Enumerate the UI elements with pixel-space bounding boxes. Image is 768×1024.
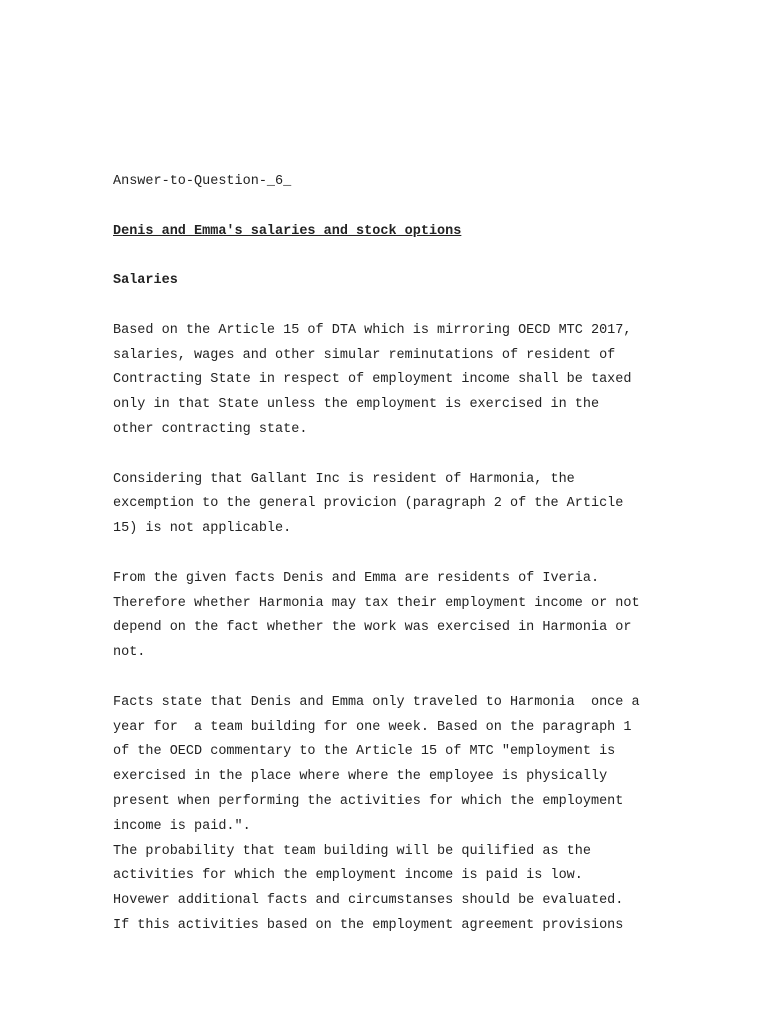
blank-line: [113, 542, 713, 567]
paragraph-line: excemption to the general provicion (paragraph 2 of the Article: [113, 496, 624, 512]
paragraph-line: Based on the Article 15 of DTA which is mirroring OECD MTC 2017,: [113, 322, 632, 338]
section-heading: Denis and Emma's salaries and stock options: [113, 223, 462, 239]
paragraph-2: [113, 468, 713, 542]
paragraph-line: 15) is not applicable.: [113, 521, 292, 537]
blank-line: [113, 294, 713, 319]
paragraph-1: [113, 319, 713, 443]
paragraph-3: [113, 567, 713, 666]
paragraph-line: If this activities based on the employment agreement provisions: [113, 917, 624, 933]
paragraph-line: Therefore whether Harmonia may tax their employment income or not: [113, 595, 640, 611]
paragraph-line: depend on the fact whether the work was exercised in Harmonia or: [113, 620, 632, 636]
paragraph-line: activities for which the employment income is paid is low.: [113, 868, 583, 884]
document-body: [113, 170, 713, 939]
paragraph-line: Considering that Gallant Inc is resident of Harmonia, the: [113, 471, 575, 487]
paragraph-line: Facts state that Denis and Emma only traveled to Harmonia once a: [113, 694, 640, 710]
subheading-salaries: Salaries: [113, 273, 178, 289]
paragraph-line: of the OECD commentary to the Article 15 of MTC "employment is: [113, 744, 616, 760]
paragraph-line: exercised in the place where where the employee is physically: [113, 769, 608, 785]
paragraph-line: present when performing the activities for which the employment: [113, 793, 624, 809]
paragraph-line: The probability that team building will be quilified as the: [113, 843, 591, 859]
paragraph-line: only in that State unless the employment is exercised in the: [113, 397, 600, 413]
paragraph-line: not.: [113, 645, 146, 661]
paragraph-4: [113, 691, 713, 939]
paragraph-line: other contracting state.: [113, 421, 308, 437]
blank-line: [113, 195, 713, 220]
paragraph-line: salaries, wages and other simular reminutations of resident of: [113, 347, 616, 363]
paragraph-line: income is paid.".: [113, 818, 251, 834]
paragraph-line: From the given facts Denis and Emma are residents of Iveria.: [113, 570, 600, 586]
blank-line: [113, 244, 713, 269]
blank-line: [113, 666, 713, 691]
document-title: Answer-to-Question-_6_: [113, 174, 292, 189]
blank-line: [113, 443, 713, 468]
paragraph-line: Contracting State in respect of employment income shall be taxed: [113, 372, 632, 388]
paragraph-line: Hovewer additional facts and circumstanses should be evaluated.: [113, 893, 624, 909]
paragraph-line: year for a team building for one week. Based on the paragraph 1: [113, 719, 632, 735]
